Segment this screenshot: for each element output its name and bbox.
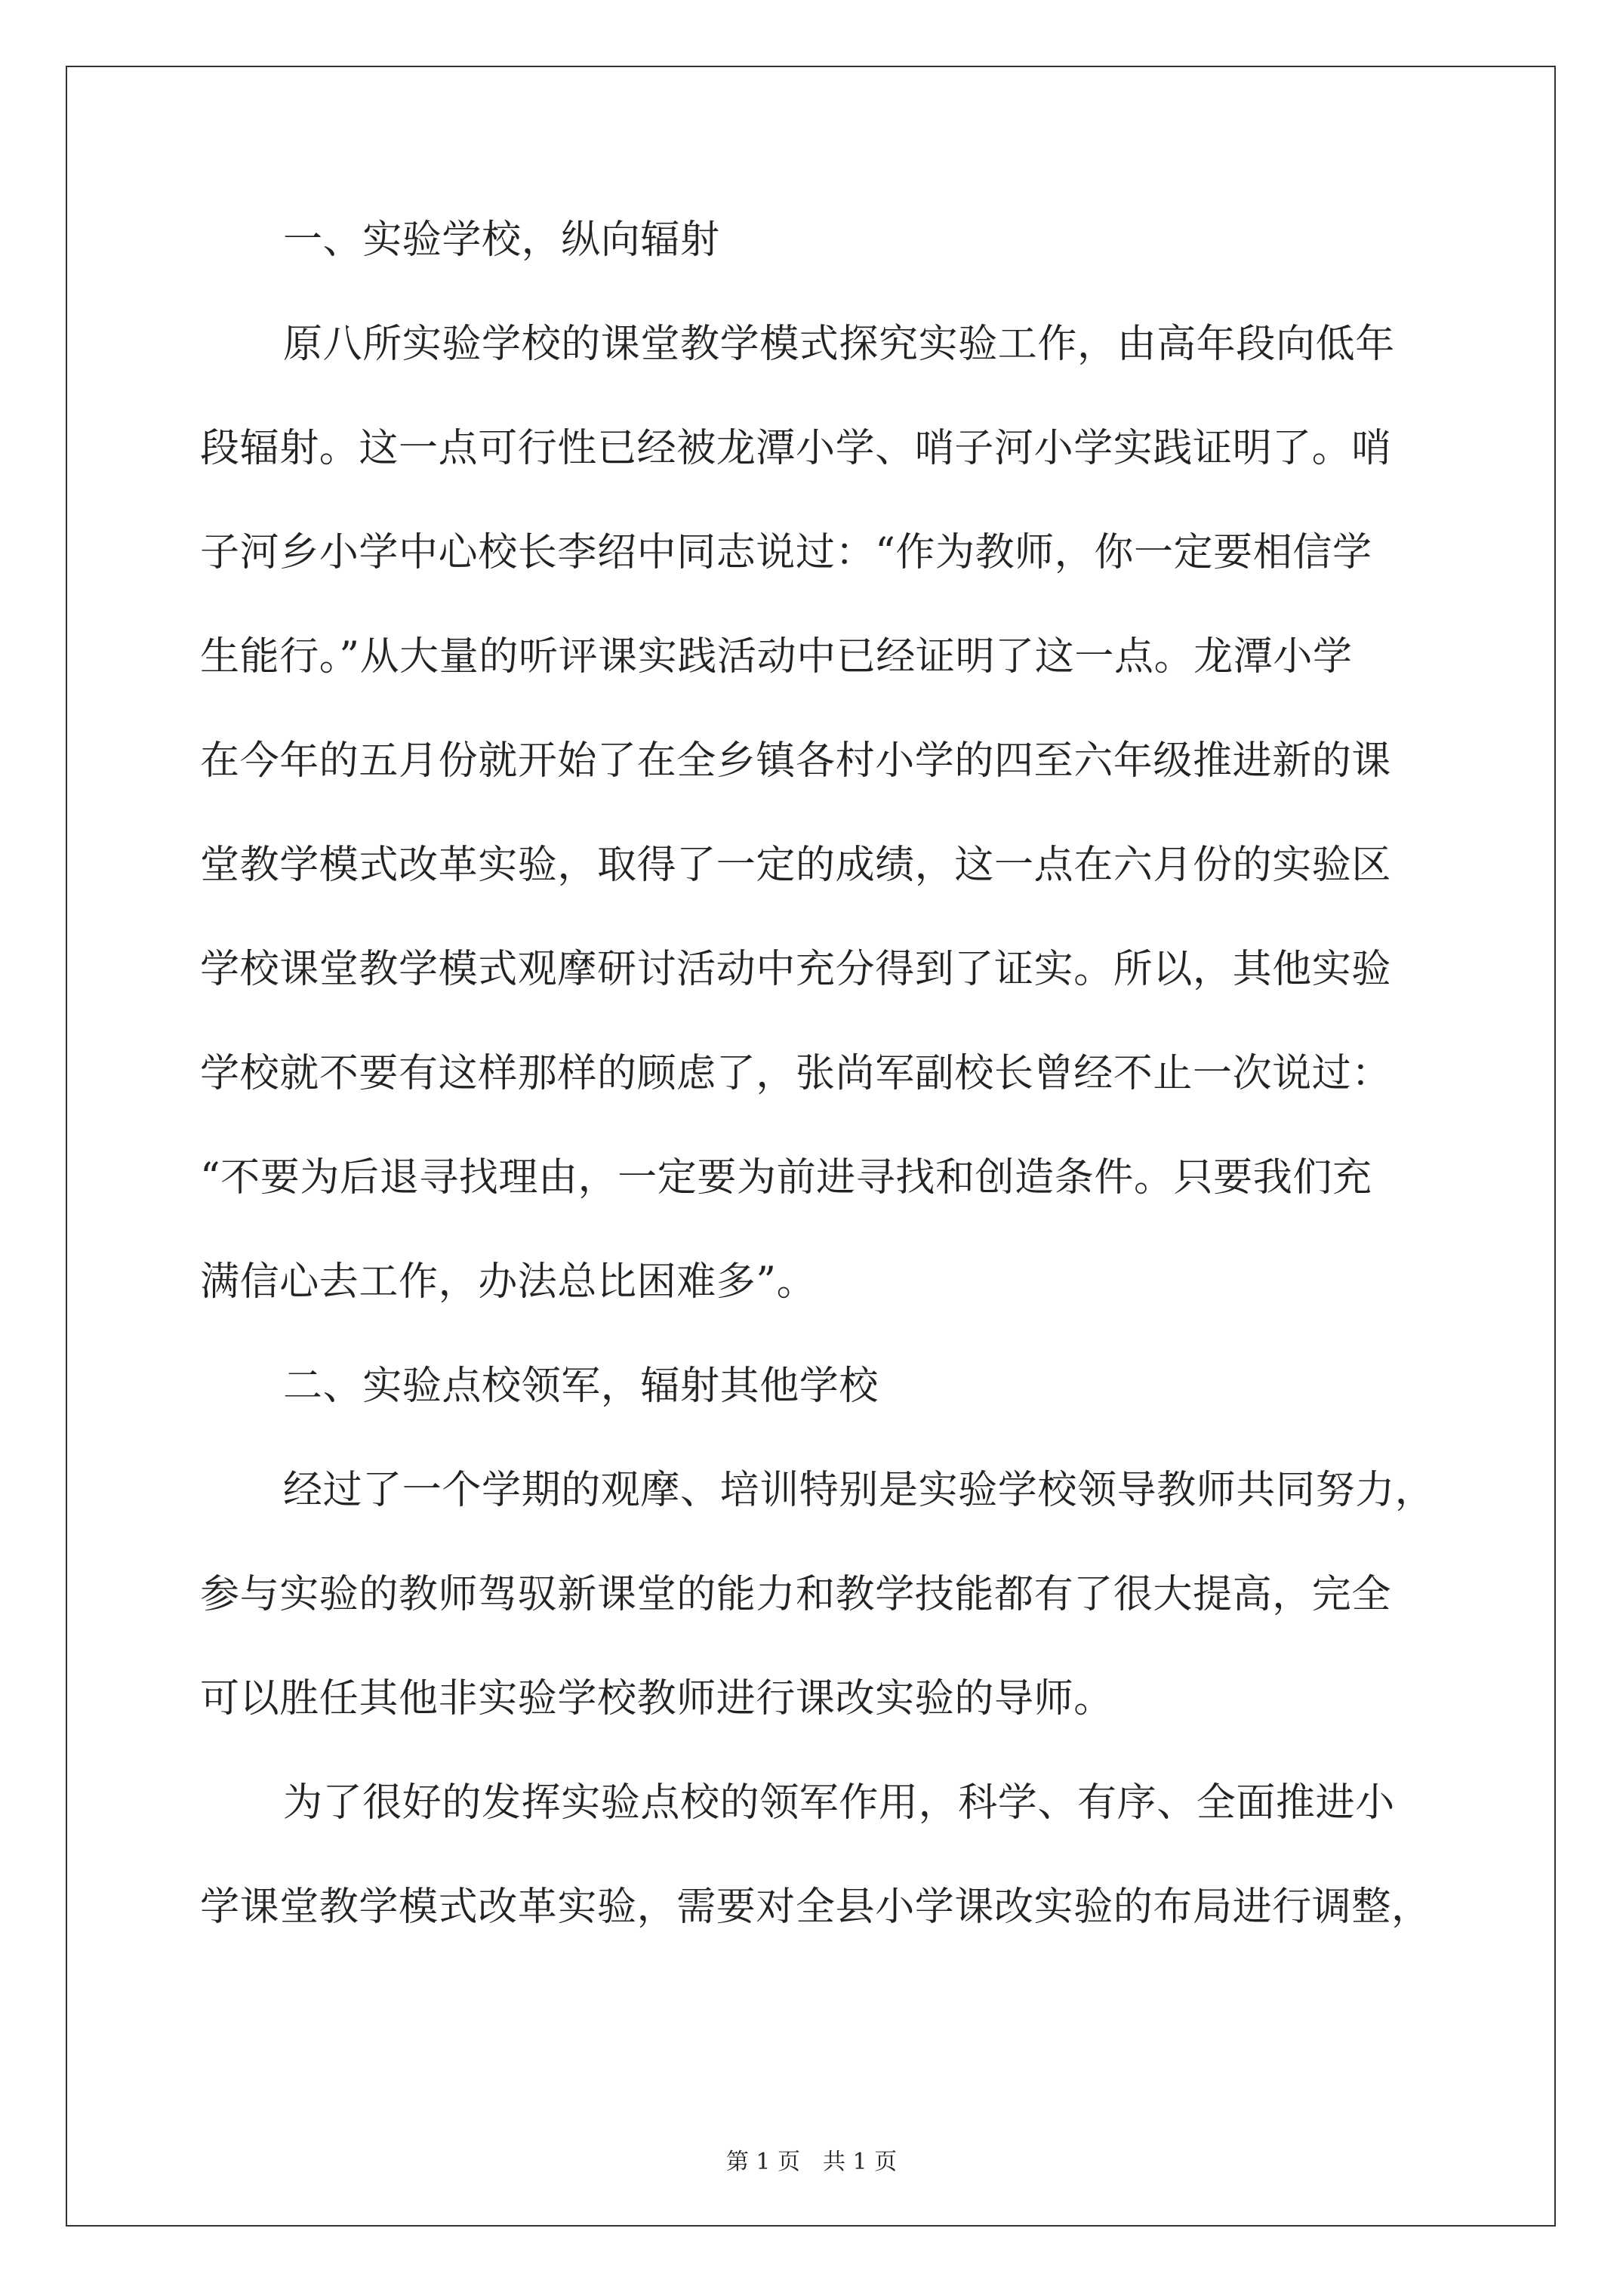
page-footer: 第 1 页 共 1 页 (725, 2149, 898, 2175)
paragraph-line: 可以胜任其他非实验学校教师进行课改实验的导师。 (200, 1676, 1113, 1721)
document-body (200, 217, 1435, 1989)
paragraph-line: 生能行。”从大量的听评课实践活动中已经证明了这一点。龙潭小学 (200, 634, 1353, 680)
paragraph-line: 为了很好的发挥实验点校的领军作用，科学、有序、全面推进小 (283, 1780, 1395, 1826)
paragraph-line: “不要为后退寻找理由，一定要为前进寻找和创造条件。只要我们充 (200, 1155, 1372, 1200)
paragraph-line: 满信心去工作，办法总比困难多”。 (200, 1259, 817, 1305)
paragraph-line: 参与实验的教师驾驭新课堂的能力和教学技能都有了很大提高，完全 (200, 1572, 1392, 1617)
paragraph-line: 堂教学模式改革实验，取得了一定的成绩，这一点在六月份的实验区 (200, 843, 1392, 888)
section-heading-2: 二、实验点校领军，辐射其他学校 (283, 1364, 879, 1409)
paragraph-line: 学校课堂教学模式观摩研讨活动中充分得到了证实。所以，其他实验 (200, 947, 1392, 992)
paragraph-line: 在今年的五月份就开始了在全乡镇各村小学的四至六年级推进新的课 (200, 738, 1392, 784)
paragraph-line: 原八所实验学校的课堂教学模式探究实验工作，由高年段向低年 (283, 322, 1395, 367)
section-heading-1: 一、实验学校，纵向辐射 (283, 217, 720, 263)
paragraph-line: 经过了一个学期的观摩、培训特别是实验学校领导教师共同努力， (283, 1468, 1435, 1513)
paragraph-line: 子河乡小学中心校长李绍中同志说过：“作为教师，你一定要相信学 (200, 530, 1372, 575)
paragraph-line: 段辐射。这一点可行性已经被龙潭小学、哨子河小学实践证明了。哨 (200, 426, 1392, 471)
paragraph-line: 学课堂教学模式改革实验，需要对全县小学课改实验的布局进行调整， (200, 1885, 1431, 1930)
paragraph-line: 学校就不要有这样那样的顾虑了，张尚军副校长曾经不止一次说过： (200, 1051, 1392, 1096)
